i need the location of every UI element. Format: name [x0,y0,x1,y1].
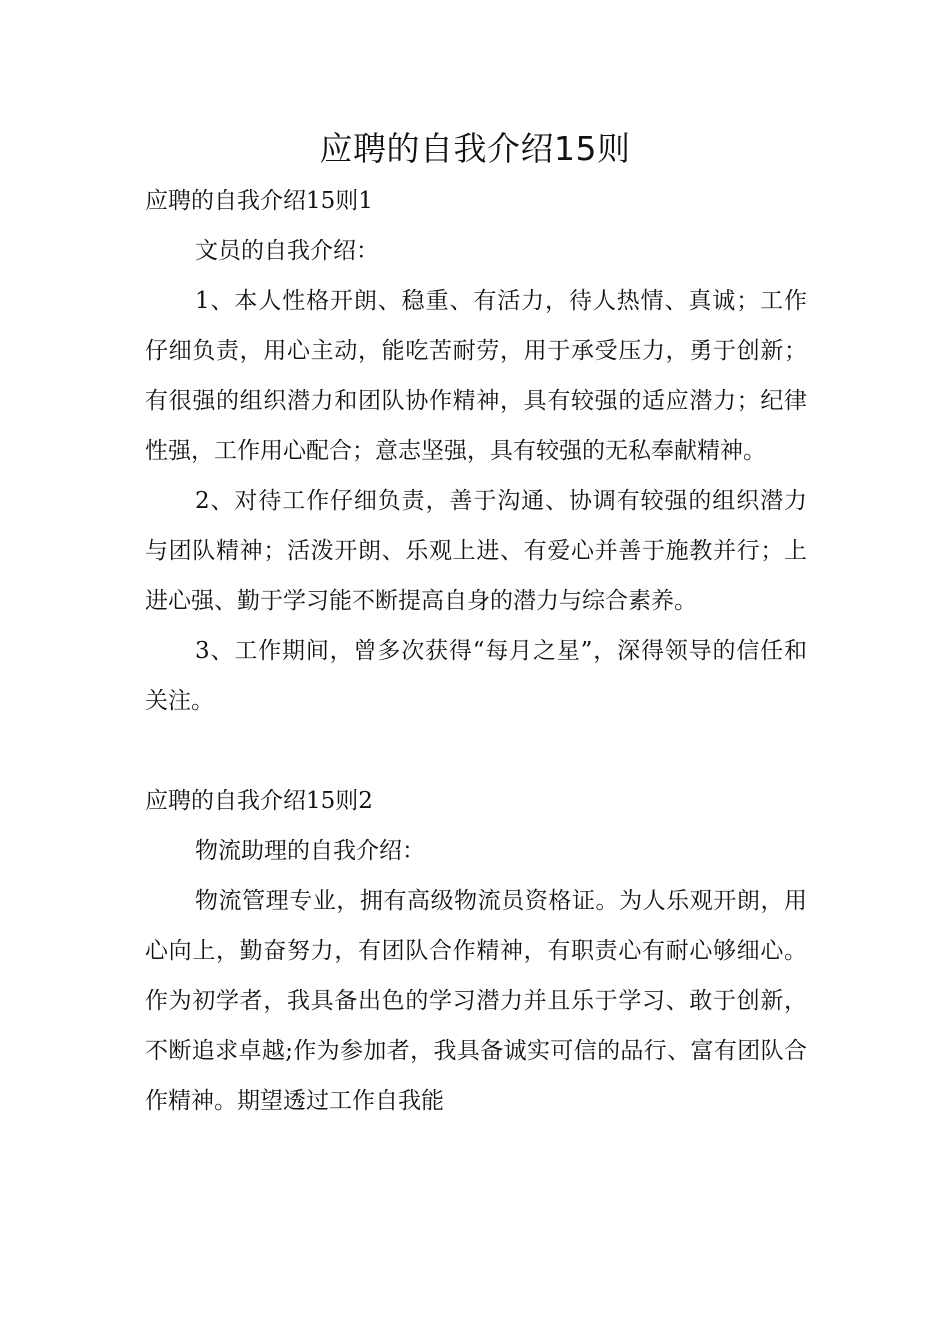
document-title: 应聘的自我介绍15则 [319,129,631,168]
section-1-paragraph-3: 3、工作期间，曾多次获得“每月之星”，深得领导的信任和关注。 [145,638,807,714]
section-1-subheading: 文员的自我介绍： [195,238,379,264]
document-body [145,176,807,1126]
section-spacer [145,726,807,776]
section-2-heading: 应聘的自我介绍15则2 [145,788,373,814]
section-2-paragraph-1: 物流管理专业，拥有高级物流员资格证。为人乐观开朗，用心向上，勤奋努力，有团队合作精神，有职责心有耐心够细心。作为初学者，我具备出色的学习潜力并且乐于学习、敢于创新，不断追求卓越;作为参加者，我具备诚实可信的品行、富有团队合作精神。期望透过工作自我能 [145,888,807,1114]
section-1-paragraph-1: 1、本人性格开朗、稳重、有活力，待人热情、真诚；工作仔细负责，用心主动，能吃苦耐劳，用于承受压力，勇于创新；有很强的组织潜力和团队协作精神，具有较强的适应潜力；纪律性强，工作用心配合；意志坚强，具有较强的无私奉献精神。 [145,288,807,464]
section-2-subheading: 物流助理的自我介绍： [195,838,425,864]
section-1-paragraph-2: 2、对待工作仔细负责，善于沟通、协调有较强的组织潜力与团队精神；活泼开朗、乐观上进、有爱心并善于施教并行；上进心强、勤于学习能不断提高自身的潜力与综合素养。 [145,488,807,614]
section-1-heading: 应聘的自我介绍15则1 [145,188,373,214]
